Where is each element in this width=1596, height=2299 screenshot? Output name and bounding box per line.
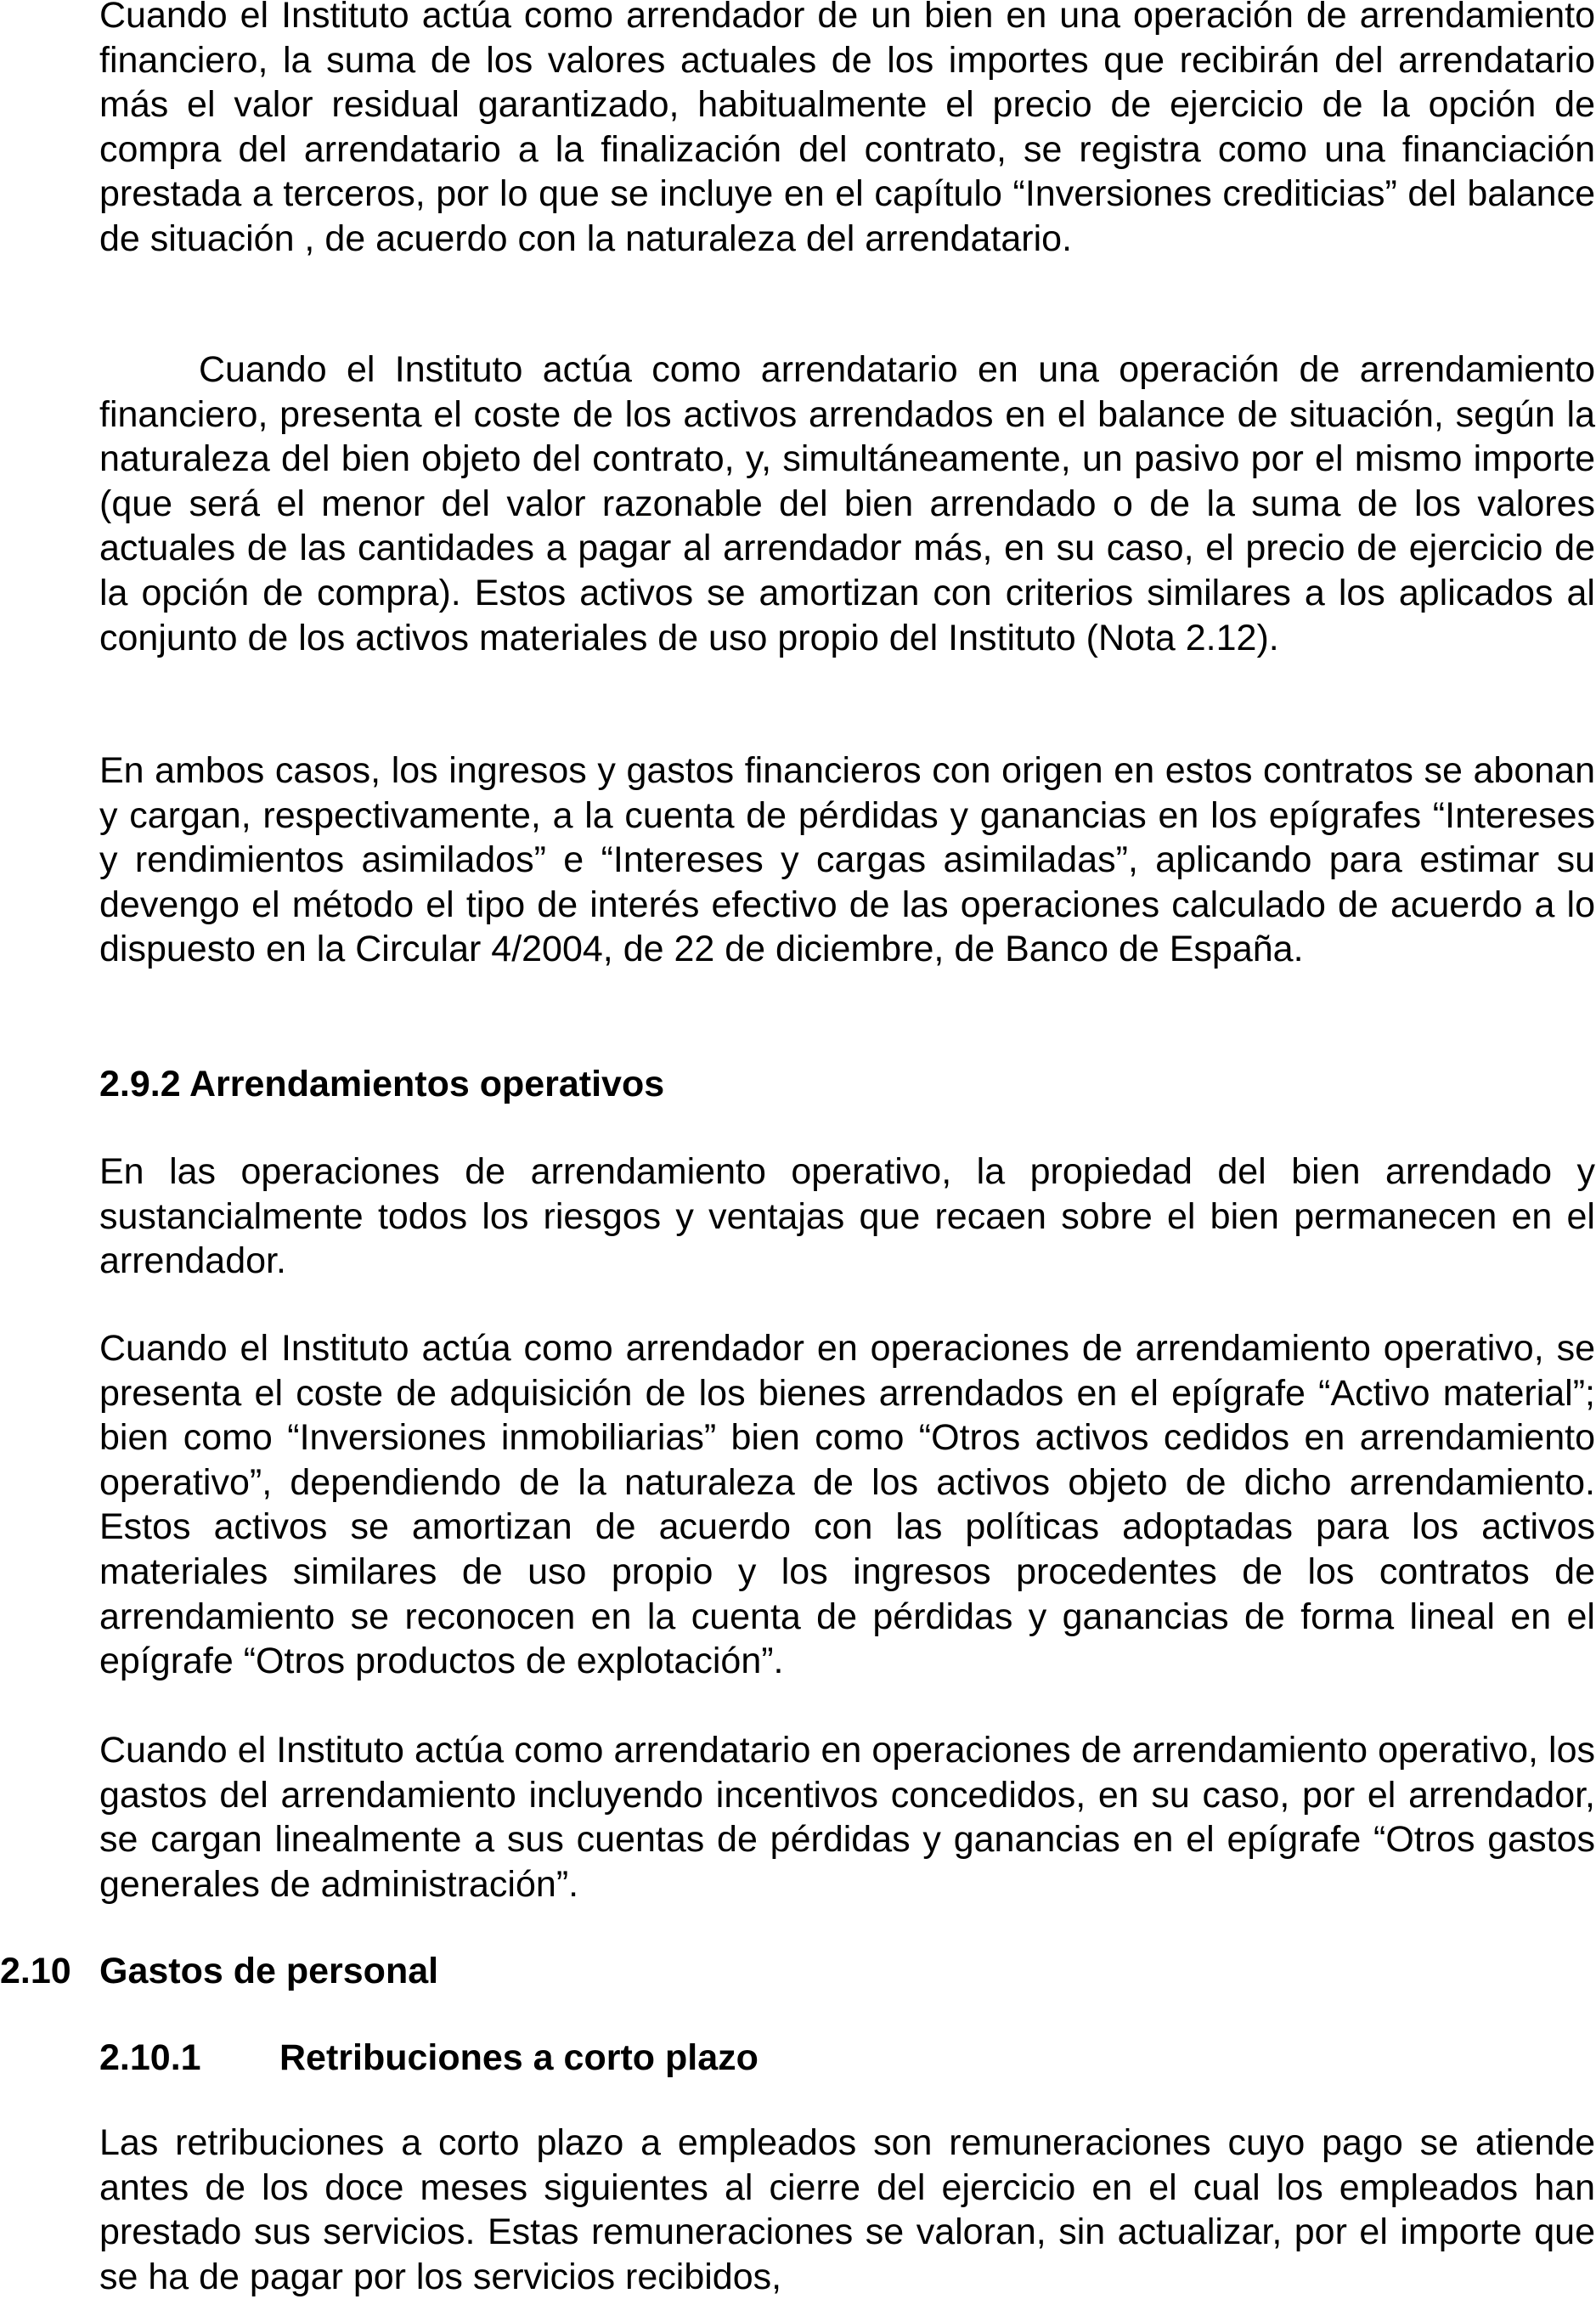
section-heading-2-9-2 xyxy=(99,1062,664,1106)
paragraph-financial-lease-lessee: Cuando el Instituto actúa como arrendatario en una operación de arrendamiento financiero, presenta el coste de los activos arrendados en el balance de situación, según la naturaleza del bien objeto del contrato, y, simultáneamente, un pasivo por el mismo importe (que será el menor del valor razonable del bien arrendado o de la suma de los valores actuales de las cantidades a pagar al arrendador más, en su caso, el precio de ejercicio de la opción de compra). Estos activos se amortizan con criterios similares a los aplicados al conjunto de los activos materiales de uso propio del Instituto (Nota 2.12). xyxy=(99,349,1595,658)
section-title: Gastos de personal xyxy=(99,1951,439,1991)
section-heading-2-10-1 xyxy=(99,2036,759,2080)
section-title: Arrendamientos operativos xyxy=(189,1064,665,1104)
paragraph-short-term-remuneration: Las retribuciones a corto plazo a empleados son remuneraciones cuyo pago se atiende antes de los doce meses siguientes al cierre del ejercicio en el cual los empleados han prestado sus servicios. Estas remuneraciones se valoran, sin actualizar, por el importe que se ha de pagar por los servicios recibidos, xyxy=(99,2122,1595,2297)
paragraph-operating-lease-lessee: Cuando el Instituto actúa como arrendatario en operaciones de arrendamiento operativo, los gastos del arrendamiento incluyendo incentivos concedidos, en su caso, por el arrendador, se cargan linealmente a sus cuentas de pérdidas y ganancias en el epígrafe “Otros gastos generales de administración”. xyxy=(99,1730,1595,1905)
section-number: 2.10 xyxy=(0,1951,71,1991)
paragraph-financial-income-expenses: En ambos casos, los ingresos y gastos financieros con origen en estos contratos se abonan y cargan, respectivamente, a la cuenta de pérdidas y ganancias en los epígrafes “Intereses y rendimientos asimilados” e “Intereses y cargas asimiladas”, aplicando para estimar su devengo el método el tipo de interés efectivo de las operaciones calculado de acuerdo a lo dispuesto en la Circular 4/2004, de 22 de diciembre, de Banco de España. xyxy=(99,750,1595,970)
paragraph-operating-lease-intro: En las operaciones de arrendamiento operativo, la propiedad del bien arrendado y sustancialmente todos los riesgos y ventajas que recaen sobre el bien permanecen en el arrendador. xyxy=(99,1151,1595,1282)
section-title: Retribuciones a corto plazo xyxy=(279,2037,759,2078)
section-number: 2.10.1 xyxy=(99,2037,201,2078)
paragraph-financial-lease-lessor: Cuando el Instituto actúa como arrendador de un bien en una operación de arrendamiento financiero, la suma de los valores actuales de los importes que recibirán del arrendatario más el valor residual garantizado, habitualmente el precio de ejercicio de la opción de compra del arrendatario a la finalización del contrato, se registra como una financiación prestada a terceros, por lo que se incluye en el capítulo “Inversiones crediticias” del balance de situación , de acuerdo con la naturaleza del arrendatario. xyxy=(99,0,1595,259)
section-number: 2.9.2 xyxy=(99,1064,181,1104)
section-heading-2-10 xyxy=(0,1949,438,1993)
paragraph-operating-lease-lessor: Cuando el Instituto actúa como arrendador en operaciones de arrendamiento operativo, se presenta el coste de adquisición de los bienes arrendados en el epígrafe “Activo material”; bien como “Inversiones inmobiliarias” bien como “Otros activos cedidos en arrendamiento operativo”, dependiendo de la naturaleza de los activos objeto de dicho arrendamiento. Estos activos se amortizan de acuerdo con las políticas adoptadas para los activos materiales similares de uso propio y los ingresos procedentes de los contratos de arrendamiento se reconocen en la cuenta de pérdidas y ganancias de forma lineal en el epígrafe “Otros productos de explotación”. xyxy=(99,1328,1595,1682)
